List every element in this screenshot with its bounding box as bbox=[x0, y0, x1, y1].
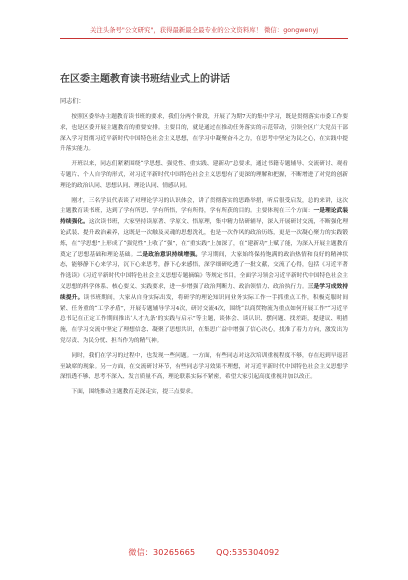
emphasis-heading: 一是理论武装持续强化。 bbox=[60, 208, 349, 226]
emphasis-heading: 二是政治意识持续增强。 bbox=[136, 251, 202, 258]
body-paragraph bbox=[60, 351, 348, 383]
body-paragraph bbox=[60, 112, 348, 155]
paragraph-text: 这次读书班，大家坚持读原著、学原文、悟原理，集中精力钻研辅导，深入开展研讨交流，不断强化理论武装、提升政治素养，这既是一次触及灵魂的思想洗礼，也是一次作风的政治历练，更是一次凝心聚力的实践锻炼，在“学思想”上形成了“强党性”上收了“强”，在“重实践”上加深了，在“建新功”上赋了能，为深入开展主题教育奠定了思想基础和理论基础。 bbox=[60, 219, 349, 258]
document-body bbox=[60, 112, 348, 402]
paragraph-text: 刚才，三名学员代表谈了对理论学习的认识体会，讲了贯彻落实的思路举措，听后很受启发，总的来讲，这次主题教育读书班，达到了学有所思、学有所悟，学有所得，学有所获的目的。主要体现在三个方面： bbox=[60, 197, 348, 215]
greeting: 同志们： bbox=[60, 98, 85, 105]
paragraph-text: 学习期间，大家始终保持饱满的政治热情和良好的精神状态，能够静下心来学习，沉下心来思考，静下心来感悟，深学细研吃透了一批文献，交流了心得，包括《习近平著作选读》《习近平新时代中国特色社会主义思想专题摘编》等规定书目，全面学习领会习近平新时代中国特色社会主义思想的科学体系、核心要义、实践要求，进一步增强了政治判断力、政治领悟力、政治执行力。 bbox=[60, 251, 349, 290]
contact-footer bbox=[60, 547, 348, 558]
paragraph-text: 开班以来，同志们紧紧围绕“学思想、强党性、重实践、建新功”总要求，通过书籍专题辅导、交流研讨、观看专题片、个人自学的形式，对习近平新时代中国特色社会主义思想有了更深的理解和把握，不断增进了对党的创新理论的政治认同、思想认同、理论认同、情感认同。 bbox=[60, 161, 348, 189]
page-title: 在区委主题教育读书班结业式上的讲话 bbox=[60, 74, 230, 85]
body-paragraph bbox=[60, 196, 348, 347]
paragraph-text: 下面，围绕推动主题教育走深走实，提三点要求。 bbox=[71, 389, 197, 396]
paragraph-text: 读书班期间，大家从自身实际出发，将研学的理论知识同业务实际工作一手抓重点工作，积极克服时间紧、任务重的“工学矛盾”，开展专题辅导学习4次，研讨交流4次，围绕“以商贸物流为重点如何开展工作”“习近平总书记在正定工作期间推出‘人才九条’的实践与启示”等主题，谈体会、谈认识、摆问题、找差距，提建议、明措施，在学习交流中坚定了理想信念、凝聚了思想共识，在集思广益中增强了信心决心，找准了着力方向，激发出为党尽责、为民分忧、担当作为的精气神。 bbox=[60, 294, 349, 344]
body-paragraph bbox=[60, 159, 348, 191]
banner-divider bbox=[60, 38, 348, 39]
footer-wechat: 微信：30265665 bbox=[128, 548, 196, 557]
emphasis-heading: 三是学习成效持续提升。 bbox=[60, 283, 349, 301]
paragraph-text: 按照区委举办主题教育读书班的要求，我们分两个阶段，开展了为期7天的集中学习，既是贯彻落实市委工作要求，也是区委开展主题教育的重要安排。主要目的，就是通过在推动任务落实的示范带动，引领全区广大党员干部深入学习贯彻习近平新时代中国特色社会主义思想，在学习中凝聚奋斗之力，在思考中坚定为民之心，在实践中提升落实能力。 bbox=[60, 114, 349, 153]
paragraph-text: 同时，我们在学习的过程中，也发现一些问题。一方面，有些同志对这次培训重视程度不够，存在迟到早退甚至缺席的现象。另一方面，在交流研讨环节，有些同志学习效果不理想，对习近平新时代中国特色社会主义思想学深悟透不够、思考不深入、发言质量不高，理论联系实际不紧密，希望大家引起高度重视并加以改正。 bbox=[60, 352, 348, 381]
footer-qq: QQ:535304092 bbox=[216, 548, 280, 557]
top-banner: 关注头条号"公文研究"，获得最新最全最专业的公文资料库！ 微信：gongwenyj bbox=[89, 26, 319, 34]
body-paragraph bbox=[60, 387, 348, 398]
